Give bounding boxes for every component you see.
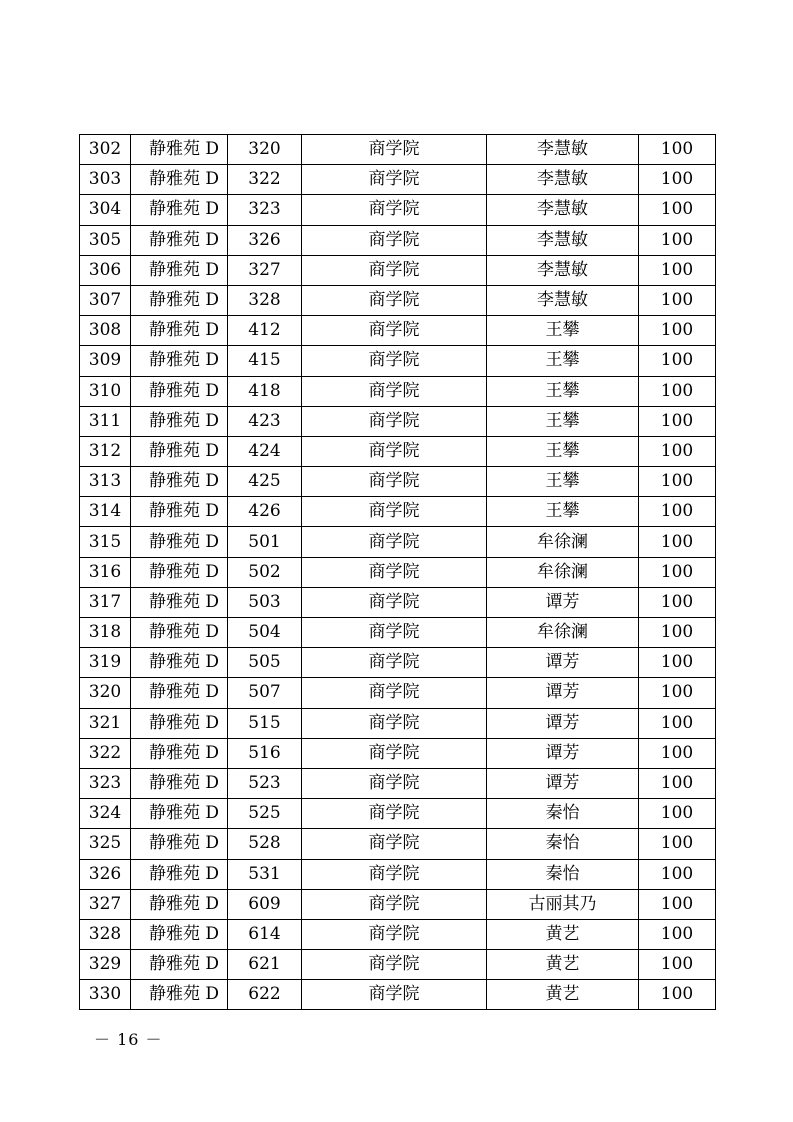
cell-room-number: 503: [228, 587, 302, 617]
cell-college: 商学院: [302, 829, 487, 859]
cell-college: 商学院: [302, 225, 487, 255]
cell-building: 静雅苑 D: [131, 135, 228, 165]
cell-room-number: 609: [228, 889, 302, 919]
cell-room-number: 525: [228, 799, 302, 829]
cell-serial-number: 302: [80, 135, 131, 165]
cell-serial-number: 312: [80, 436, 131, 466]
cell-person-name: 李慧敏: [487, 165, 639, 195]
cell-score: 100: [639, 316, 716, 346]
cell-building: 静雅苑 D: [131, 980, 228, 1010]
cell-serial-number: 310: [80, 376, 131, 406]
cell-building: 静雅苑 D: [131, 768, 228, 798]
cell-score: 100: [639, 557, 716, 587]
cell-person-name: 王攀: [487, 406, 639, 436]
table-row: [80, 708, 716, 738]
cell-score: 100: [639, 406, 716, 436]
cell-person-name: 黄艺: [487, 919, 639, 949]
cell-person-name: 黄艺: [487, 980, 639, 1010]
cell-room-number: 424: [228, 436, 302, 466]
cell-serial-number: 320: [80, 678, 131, 708]
cell-building: 静雅苑 D: [131, 889, 228, 919]
cell-room-number: 622: [228, 980, 302, 1010]
cell-serial-number: 321: [80, 708, 131, 738]
cell-person-name: 王攀: [487, 497, 639, 527]
cell-score: 100: [639, 648, 716, 678]
cell-score: 100: [639, 889, 716, 919]
cell-room-number: 328: [228, 285, 302, 315]
cell-building: 静雅苑 D: [131, 678, 228, 708]
cell-score: 100: [639, 919, 716, 949]
table-row: [80, 165, 716, 195]
cell-score: 100: [639, 678, 716, 708]
cell-building: 静雅苑 D: [131, 799, 228, 829]
cell-college: 商学院: [302, 708, 487, 738]
cell-person-name: 李慧敏: [487, 225, 639, 255]
cell-serial-number: 316: [80, 557, 131, 587]
cell-serial-number: 329: [80, 950, 131, 980]
cell-building: 静雅苑 D: [131, 950, 228, 980]
cell-building: 静雅苑 D: [131, 406, 228, 436]
cell-building: 静雅苑 D: [131, 527, 228, 557]
cell-serial-number: 313: [80, 467, 131, 497]
cell-serial-number: 322: [80, 738, 131, 768]
cell-building: 静雅苑 D: [131, 708, 228, 738]
cell-building: 静雅苑 D: [131, 829, 228, 859]
cell-serial-number: 307: [80, 285, 131, 315]
cell-building: 静雅苑 D: [131, 497, 228, 527]
cell-serial-number: 303: [80, 165, 131, 195]
table-row: [80, 406, 716, 436]
cell-room-number: 515: [228, 708, 302, 738]
cell-building: 静雅苑 D: [131, 316, 228, 346]
cell-person-name: 秦怡: [487, 799, 639, 829]
cell-score: 100: [639, 346, 716, 376]
table-row: [80, 255, 716, 285]
cell-building: 静雅苑 D: [131, 346, 228, 376]
cell-score: 100: [639, 467, 716, 497]
cell-person-name: 王攀: [487, 467, 639, 497]
table-row: [80, 919, 716, 949]
cell-college: 商学院: [302, 738, 487, 768]
table-row: [80, 557, 716, 587]
cell-serial-number: 325: [80, 829, 131, 859]
cell-room-number: 614: [228, 919, 302, 949]
cell-building: 静雅苑 D: [131, 738, 228, 768]
cell-person-name: 王攀: [487, 436, 639, 466]
cell-college: 商学院: [302, 648, 487, 678]
cell-person-name: 谭芳: [487, 768, 639, 798]
cell-person-name: 王攀: [487, 316, 639, 346]
cell-room-number: 426: [228, 497, 302, 527]
table-row: [80, 316, 716, 346]
cell-room-number: 425: [228, 467, 302, 497]
cell-building: 静雅苑 D: [131, 225, 228, 255]
cell-score: 100: [639, 859, 716, 889]
cell-serial-number: 309: [80, 346, 131, 376]
cell-serial-number: 306: [80, 255, 131, 285]
cell-score: 100: [639, 950, 716, 980]
cell-serial-number: 326: [80, 859, 131, 889]
cell-serial-number: 308: [80, 316, 131, 346]
cell-college: 商学院: [302, 255, 487, 285]
cell-room-number: 323: [228, 195, 302, 225]
table-row: [80, 889, 716, 919]
cell-college: 商学院: [302, 768, 487, 798]
cell-room-number: 418: [228, 376, 302, 406]
cell-score: 100: [639, 135, 716, 165]
table-row: [80, 497, 716, 527]
cell-room-number: 322: [228, 165, 302, 195]
table-row: [80, 346, 716, 376]
cell-college: 商学院: [302, 859, 487, 889]
cell-score: 100: [639, 980, 716, 1010]
cell-college: 商学院: [302, 376, 487, 406]
cell-score: 100: [639, 376, 716, 406]
cell-college: 商学院: [302, 135, 487, 165]
cell-score: 100: [639, 225, 716, 255]
table-body: [80, 135, 716, 1010]
cell-building: 静雅苑 D: [131, 557, 228, 587]
cell-serial-number: 328: [80, 919, 131, 949]
cell-person-name: 李慧敏: [487, 195, 639, 225]
table-row: [80, 436, 716, 466]
table-row: [80, 799, 716, 829]
cell-room-number: 523: [228, 768, 302, 798]
cell-person-name: 王攀: [487, 376, 639, 406]
cell-room-number: 327: [228, 255, 302, 285]
cell-college: 商学院: [302, 919, 487, 949]
cell-serial-number: 324: [80, 799, 131, 829]
table-row: [80, 829, 716, 859]
cell-person-name: 古丽其乃: [487, 889, 639, 919]
cell-college: 商学院: [302, 587, 487, 617]
cell-building: 静雅苑 D: [131, 376, 228, 406]
cell-person-name: 谭芳: [487, 648, 639, 678]
cell-score: 100: [639, 799, 716, 829]
cell-room-number: 516: [228, 738, 302, 768]
cell-building: 静雅苑 D: [131, 285, 228, 315]
table-row: [80, 648, 716, 678]
cell-score: 100: [639, 829, 716, 859]
cell-score: 100: [639, 436, 716, 466]
table-row: [80, 587, 716, 617]
cell-score: 100: [639, 768, 716, 798]
cell-serial-number: 311: [80, 406, 131, 436]
cell-score: 100: [639, 255, 716, 285]
cell-serial-number: 304: [80, 195, 131, 225]
cell-person-name: 秦怡: [487, 829, 639, 859]
cell-building: 静雅苑 D: [131, 648, 228, 678]
table-row: [80, 980, 716, 1010]
cell-score: 100: [639, 618, 716, 648]
cell-college: 商学院: [302, 799, 487, 829]
cell-room-number: 502: [228, 557, 302, 587]
cell-room-number: 531: [228, 859, 302, 889]
table-row: [80, 376, 716, 406]
cell-person-name: 秦怡: [487, 859, 639, 889]
cell-building: 静雅苑 D: [131, 165, 228, 195]
cell-college: 商学院: [302, 316, 487, 346]
cell-score: 100: [639, 738, 716, 768]
cell-person-name: 李慧敏: [487, 135, 639, 165]
cell-serial-number: 323: [80, 768, 131, 798]
cell-score: 100: [639, 497, 716, 527]
cell-serial-number: 315: [80, 527, 131, 557]
cell-person-name: 牟徐澜: [487, 618, 639, 648]
cell-room-number: 423: [228, 406, 302, 436]
cell-person-name: 谭芳: [487, 587, 639, 617]
cell-building: 静雅苑 D: [131, 919, 228, 949]
cell-college: 商学院: [302, 557, 487, 587]
cell-room-number: 320: [228, 135, 302, 165]
cell-person-name: 谭芳: [487, 708, 639, 738]
cell-college: 商学院: [302, 195, 487, 225]
cell-building: 静雅苑 D: [131, 436, 228, 466]
table-row: [80, 527, 716, 557]
cell-college: 商学院: [302, 467, 487, 497]
cell-room-number: 504: [228, 618, 302, 648]
cell-serial-number: 318: [80, 618, 131, 648]
cell-room-number: 505: [228, 648, 302, 678]
cell-room-number: 528: [228, 829, 302, 859]
cell-person-name: 牟徐澜: [487, 527, 639, 557]
table-row: [80, 768, 716, 798]
cell-score: 100: [639, 285, 716, 315]
cell-college: 商学院: [302, 950, 487, 980]
cell-person-name: 牟徐澜: [487, 557, 639, 587]
cell-room-number: 412: [228, 316, 302, 346]
cell-building: 静雅苑 D: [131, 467, 228, 497]
cell-score: 100: [639, 165, 716, 195]
cell-score: 100: [639, 527, 716, 557]
cell-room-number: 326: [228, 225, 302, 255]
cell-college: 商学院: [302, 285, 487, 315]
table-row: [80, 225, 716, 255]
cell-serial-number: 314: [80, 497, 131, 527]
cell-room-number: 507: [228, 678, 302, 708]
cell-college: 商学院: [302, 678, 487, 708]
cell-serial-number: 317: [80, 587, 131, 617]
cell-person-name: 王攀: [487, 346, 639, 376]
dormitory-score-table: [79, 134, 716, 1010]
cell-room-number: 501: [228, 527, 302, 557]
cell-building: 静雅苑 D: [131, 255, 228, 285]
table-row: [80, 285, 716, 315]
cell-person-name: 黄艺: [487, 950, 639, 980]
cell-person-name: 李慧敏: [487, 285, 639, 315]
cell-person-name: 李慧敏: [487, 255, 639, 285]
table-row: [80, 618, 716, 648]
cell-college: 商学院: [302, 527, 487, 557]
cell-college: 商学院: [302, 889, 487, 919]
cell-serial-number: 330: [80, 980, 131, 1010]
cell-building: 静雅苑 D: [131, 195, 228, 225]
cell-person-name: 谭芳: [487, 678, 639, 708]
cell-building: 静雅苑 D: [131, 587, 228, 617]
cell-score: 100: [639, 195, 716, 225]
cell-college: 商学院: [302, 436, 487, 466]
cell-building: 静雅苑 D: [131, 859, 228, 889]
cell-room-number: 415: [228, 346, 302, 376]
table-row: [80, 135, 716, 165]
cell-college: 商学院: [302, 406, 487, 436]
table-row: [80, 950, 716, 980]
table-row: [80, 467, 716, 497]
cell-serial-number: 305: [80, 225, 131, 255]
cell-score: 100: [639, 708, 716, 738]
cell-serial-number: 327: [80, 889, 131, 919]
cell-person-name: 谭芳: [487, 738, 639, 768]
cell-college: 商学院: [302, 618, 487, 648]
cell-college: 商学院: [302, 980, 487, 1010]
page-number: － 16 －: [94, 1030, 163, 1049]
cell-college: 商学院: [302, 346, 487, 376]
table-row: [80, 195, 716, 225]
cell-building: 静雅苑 D: [131, 618, 228, 648]
table-row: [80, 859, 716, 889]
cell-serial-number: 319: [80, 648, 131, 678]
cell-college: 商学院: [302, 497, 487, 527]
table-row: [80, 678, 716, 708]
cell-score: 100: [639, 587, 716, 617]
cell-college: 商学院: [302, 165, 487, 195]
table-row: [80, 738, 716, 768]
cell-room-number: 621: [228, 950, 302, 980]
